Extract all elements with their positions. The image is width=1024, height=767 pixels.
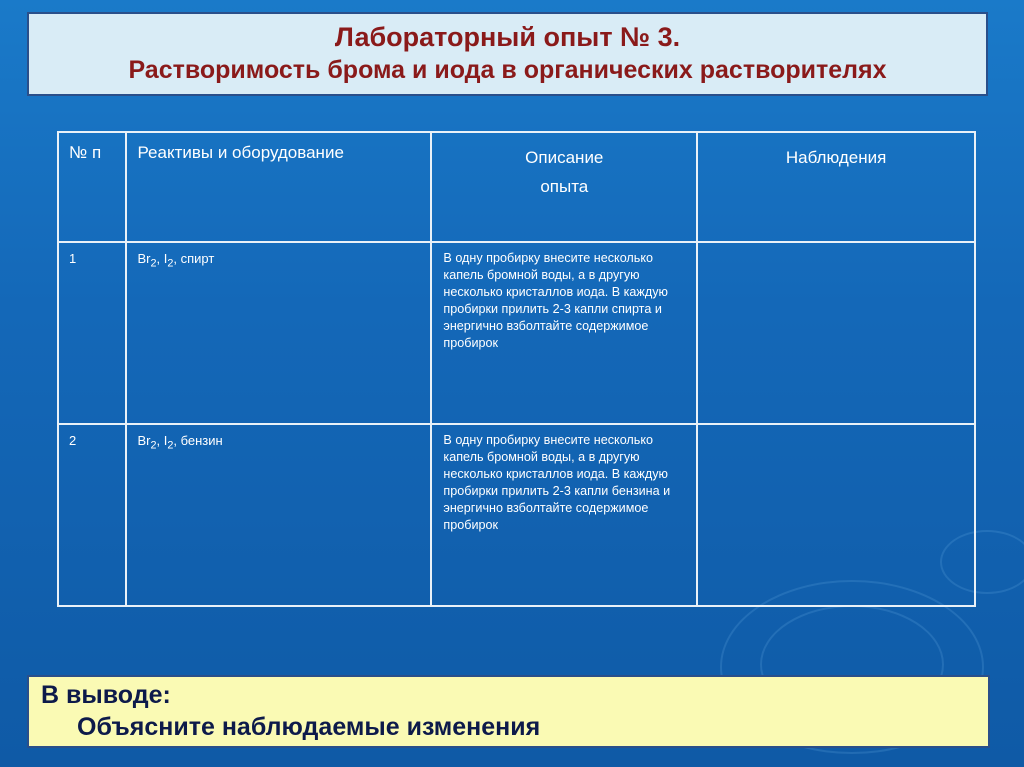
row-observations bbox=[697, 242, 975, 424]
conclusion-box bbox=[27, 675, 990, 748]
table-row bbox=[58, 242, 975, 424]
table-row bbox=[58, 424, 975, 606]
header-reagents: Реактивы и оборудование bbox=[126, 132, 431, 242]
header-description bbox=[431, 132, 697, 242]
header-num: № п bbox=[58, 132, 126, 242]
row-observations bbox=[697, 424, 975, 606]
experiment-table bbox=[57, 131, 976, 607]
header-observations: Наблюдения bbox=[697, 132, 975, 242]
slide-title-box bbox=[27, 12, 988, 96]
row-num: 1 bbox=[58, 242, 126, 424]
table-header-row bbox=[58, 132, 975, 242]
row-description: В одну пробирку внесите несколько капель бромной воды, а в другую несколько кристаллов иода. В каждую пробирки прилить 2-3 капли бензина и энергично взболтайте содержимое пробирок bbox=[431, 424, 697, 606]
row-num: 2 bbox=[58, 424, 126, 606]
header-description-line1: Описание bbox=[525, 148, 604, 167]
slide-subtitle: Растворимость брома и иода в органических растворителях bbox=[128, 56, 887, 84]
row-description: В одну пробирку внесите несколько капель бромной воды, а в другую несколько кристаллов иода. В каждую пробирки прилить 2-3 капли спирта и энергично взболтайте содержимое пробирок bbox=[431, 242, 697, 424]
header-description-line2: опыта bbox=[540, 177, 589, 196]
row-reagents: $Br_2$, $I_2$, бензин bbox=[126, 424, 431, 606]
row-reagents: $Br_2$, $I_2$, спирт bbox=[126, 242, 431, 424]
conclusion-text: Объясните наблюдаемые изменения bbox=[77, 713, 541, 741]
conclusion-heading: В выводе: bbox=[41, 681, 171, 709]
slide-title: Лабораторный опыт № 3. bbox=[334, 22, 681, 52]
